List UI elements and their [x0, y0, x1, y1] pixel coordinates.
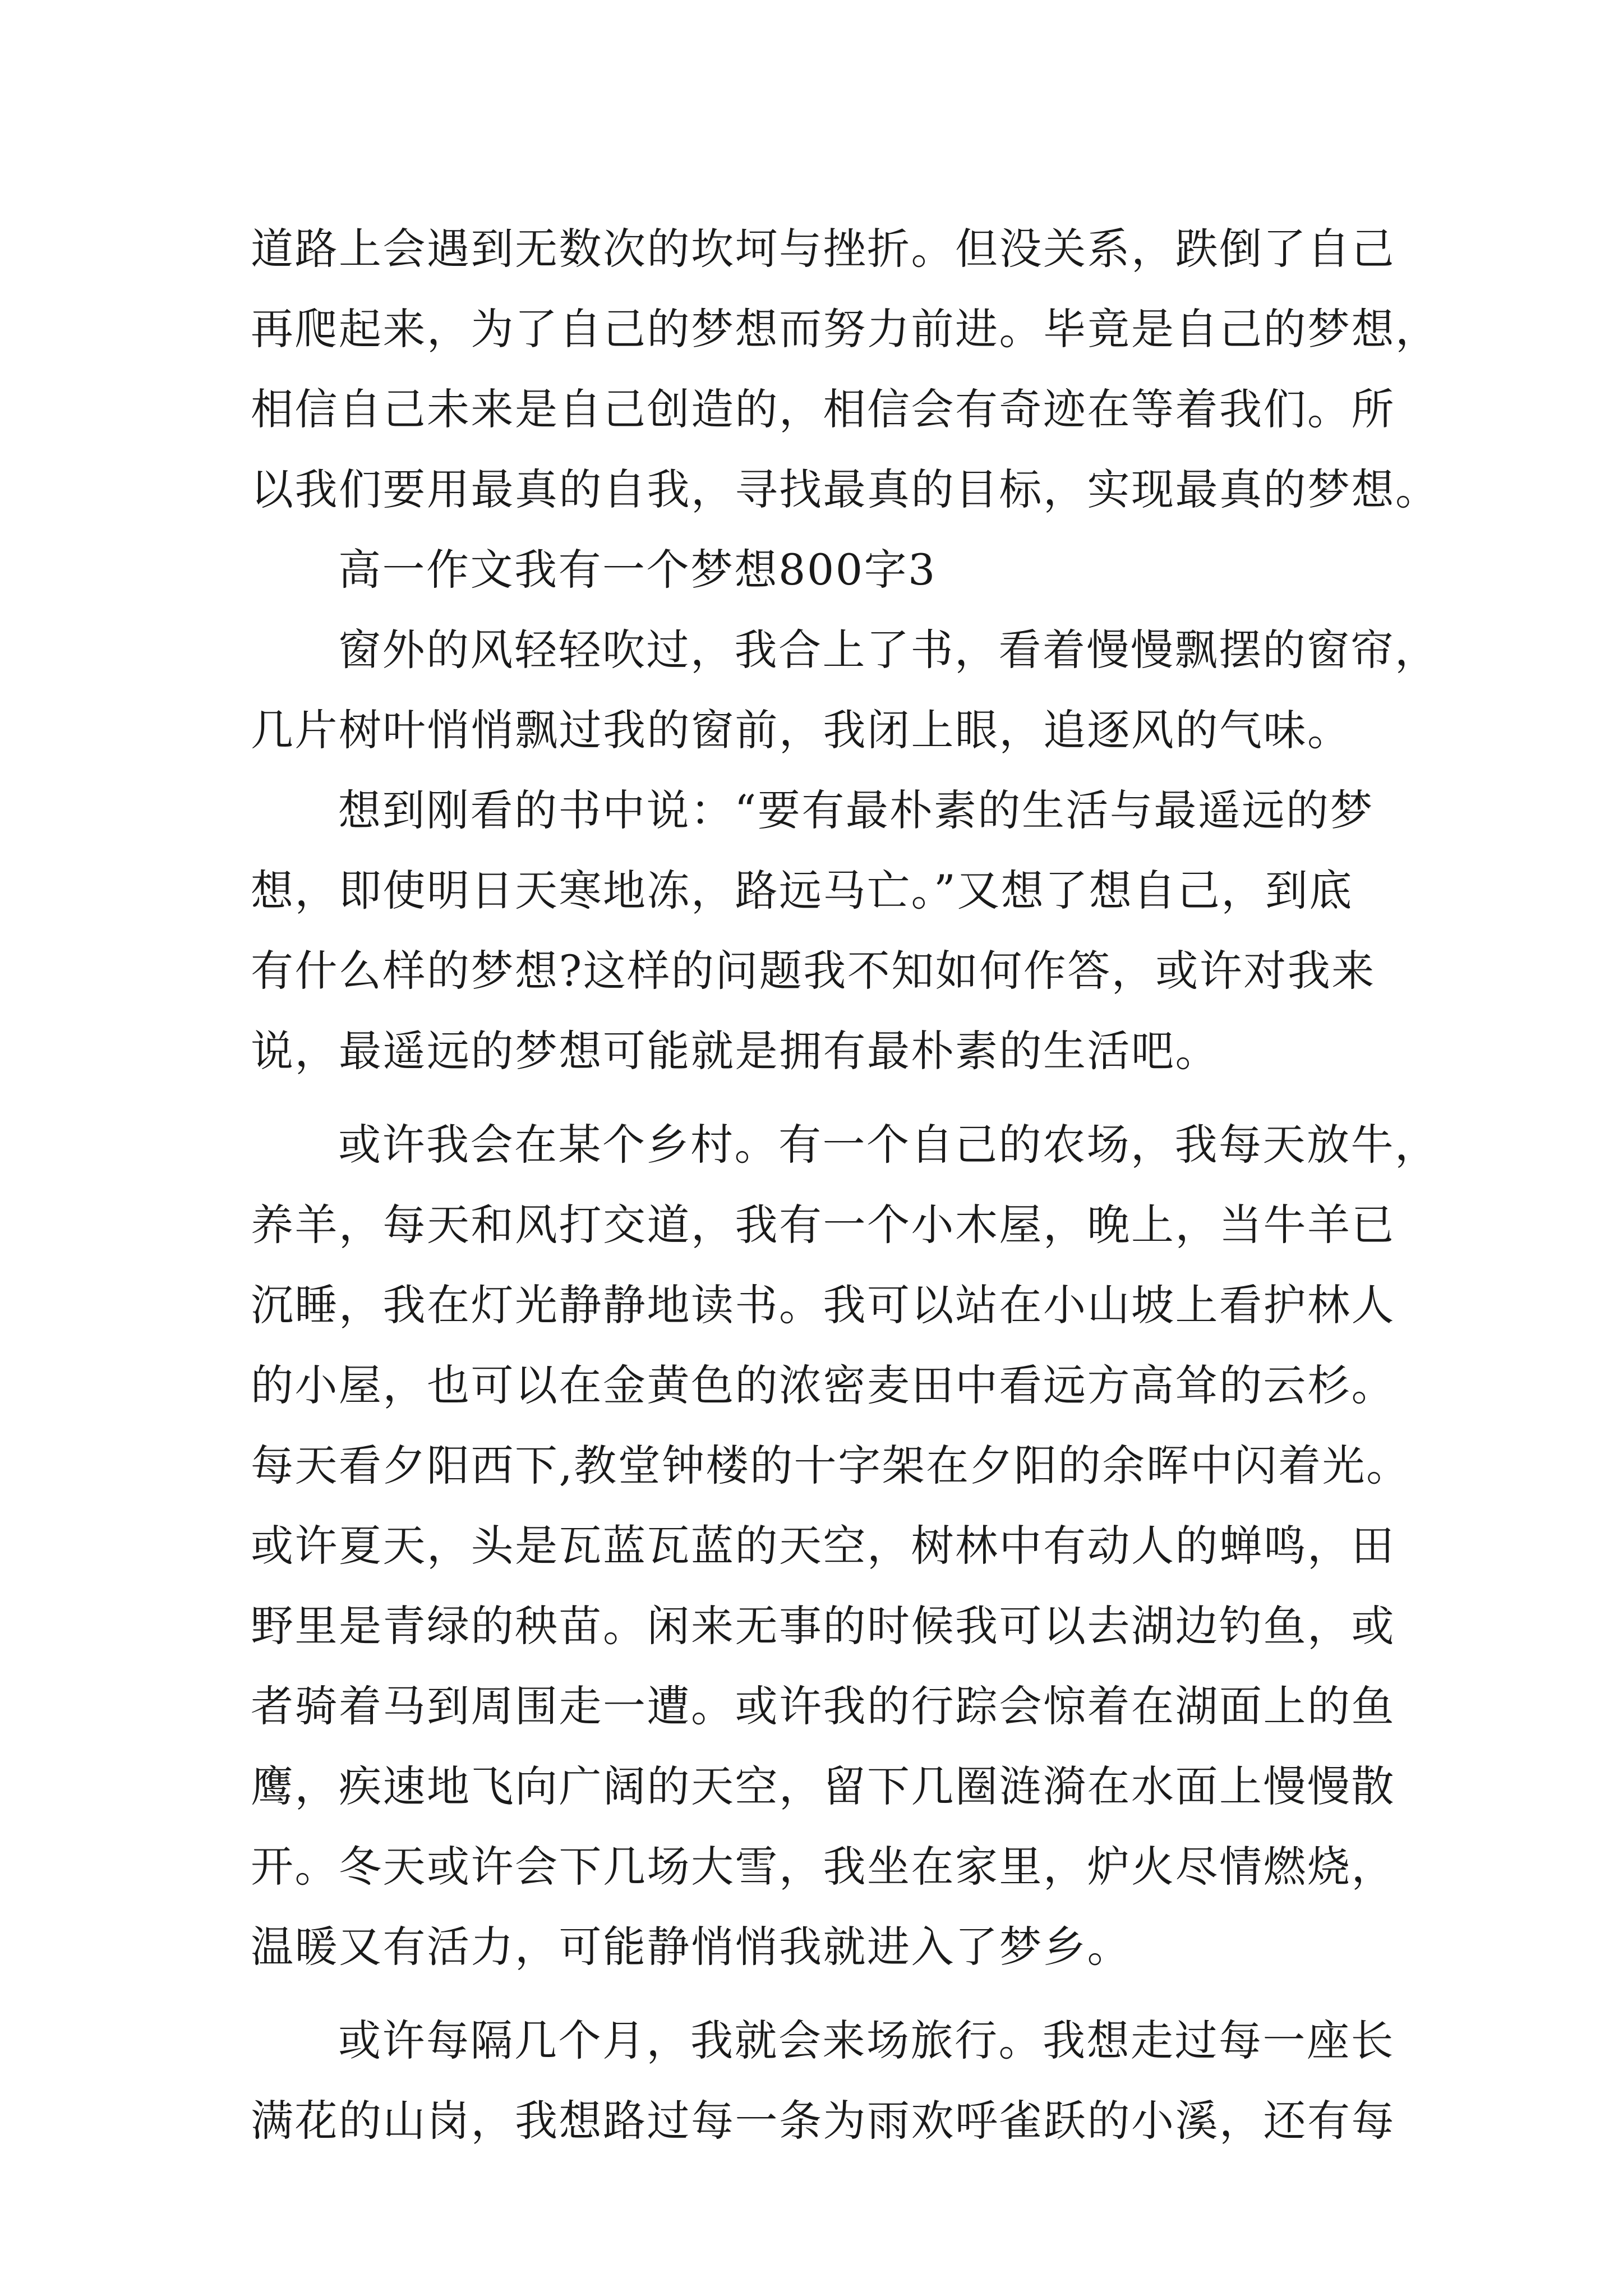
text-line: 相信自己未来是自己创造的，相信会有奇迹在等着我们。所 [251, 384, 1395, 434]
text-line: 以我们要用最真的自我，寻找最真的目标，实现最真的梦想。 [251, 464, 1440, 514]
text-line: 或许我会在某个乡村。有一个自己的农场，我每天放牛， [338, 1120, 1439, 1170]
text-line: 或许每隔几个月，我就会来场旅行。我想走过每一座长 [338, 2016, 1395, 2065]
text-line: 鹰，疾速地飞向广阔的天空，留下几圈涟漪在水面上慢慢散 [251, 1761, 1395, 1811]
text-line: 窗外的风轻轻吹过，我合上了书，看着慢慢飘摆的窗帘， [338, 625, 1439, 675]
text-line: 的小屋，也可以在金黄色的浓密麦田中看远方高耸的云杉。 [251, 1360, 1395, 1410]
text-line: 者骑着马到周围走一遭。或许我的行踪会惊着在湖面上的鱼 [251, 1681, 1395, 1731]
text-line: 道路上会遇到无数次的坎坷与挫折。但没关系，跌倒了自己 [251, 224, 1395, 274]
text-line: 高一作文我有一个梦想800字3 [338, 545, 937, 595]
text-line: 几片树叶悄悄飘过我的窗前，我闭上眼，追逐风的气味。 [251, 705, 1352, 755]
text-line: 说，最遥远的梦想可能就是拥有最朴素的生活吧。 [251, 1026, 1219, 1076]
text-line: 温暖又有活力，可能静悄悄我就进入了梦乡。 [251, 1922, 1131, 1972]
text-line: 野里是青绿的秧苗。闲来无事的时候我可以去湖边钓鱼，或 [251, 1601, 1395, 1651]
document-body [251, 209, 1440, 2161]
text-line: 开。冬天或许会下几场大雪，我坐在家里，炉火尽情燃烧， [251, 1842, 1395, 1892]
text-line: 每天看夕阳西下,教堂钟楼的十字架在夕阳的余晖中闪着光。 [251, 1441, 1410, 1490]
text-line: 满花的山岗，我想路过每一条为雨欢呼雀跃的小溪，还有每 [251, 2096, 1395, 2146]
text-line: 想到刚看的书中说：“要有最朴素的生活与最遥远的梦 [338, 785, 1374, 835]
text-line: 再爬起来，为了自己的梦想而努力前进。毕竟是自己的梦想， [251, 304, 1440, 354]
text-line: 养羊，每天和风打交道，我有一个小木屋，晚上，当牛羊已 [251, 1200, 1395, 1250]
text-line: 想，即使明日天寒地冻，路远马亡。”又想了想自己，到底 [251, 866, 1353, 915]
text-line: 或许夏天，头是瓦蓝瓦蓝的天空，树林中有动人的蝉鸣，田 [251, 1521, 1395, 1571]
text-line: 沉睡，我在灯光静静地读书。我可以站在小山坡上看护林人 [251, 1280, 1395, 1330]
text-line: 有什么样的梦想?这样的问题我不知如何作答，或许对我来 [251, 946, 1376, 996]
